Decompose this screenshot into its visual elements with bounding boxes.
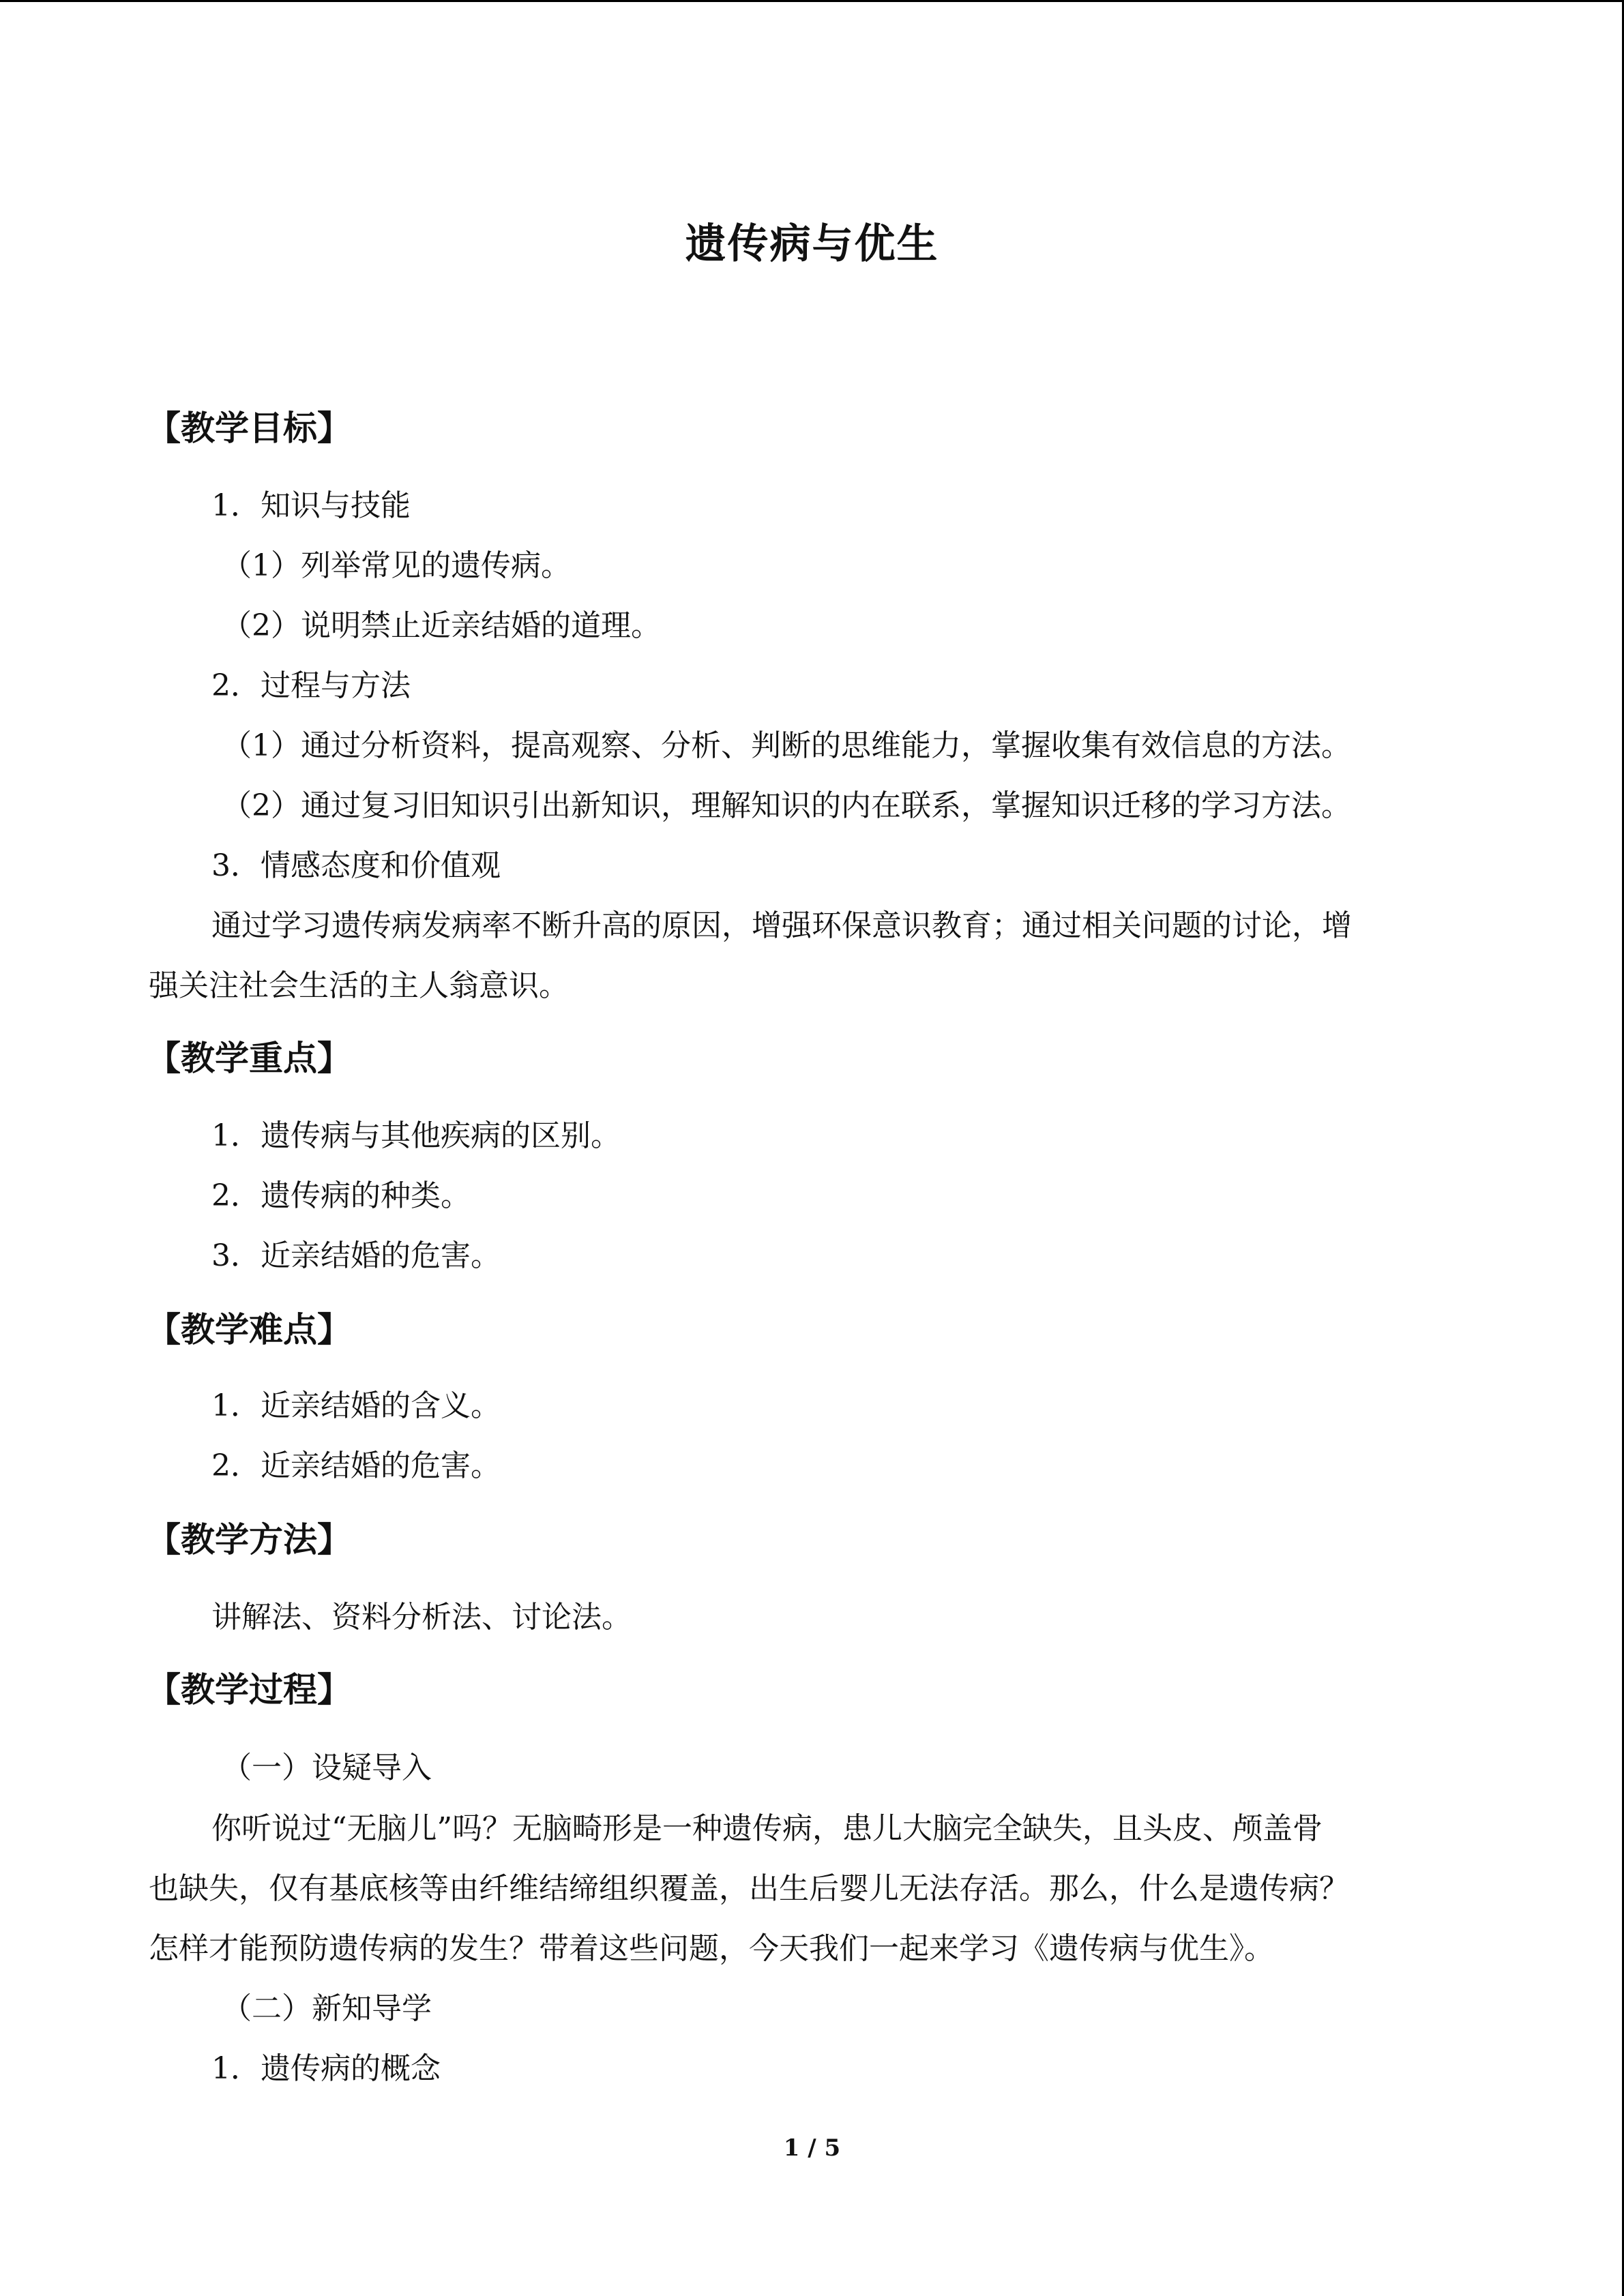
section-heading-difficulties: 【教学难点】: [147, 1309, 351, 1350]
objective-item-3-paragraph-line-2: 强关注社会生活的主人翁意识。: [149, 968, 569, 1003]
objective-item-3: 3．情感态度和价值观: [211, 848, 501, 883]
objective-item-1-sub-2: （2）说明禁止近亲结婚的道理。: [222, 608, 661, 643]
process-part-1-title: （一）设疑导入: [222, 1750, 432, 1785]
process-part-1-line-2: 也缺失，仅有基底核等由纤维结缔组织覆盖，出生后婴儿无法存活。那么，什么是遗传病？: [149, 1871, 1349, 1906]
objective-item-1-sub-1: （1）列举常见的遗传病。: [222, 548, 571, 583]
methods-text: 讲解法、资料分析法、讨论法。: [211, 1600, 632, 1635]
objective-item-2-sub-1: （1）通过分析资料，提高观察、分析、判断的思维能力，掌握收集有效信息的方法。: [222, 728, 1351, 763]
process-part-1-line-3: 怎样才能预防遗传病的发生？带着这些问题，今天我们一起来学习《遗传病与优生》。: [149, 1931, 1274, 1966]
difficulty-item-1: 1．近亲结婚的含义。: [211, 1388, 501, 1423]
section-heading-key-points: 【教学重点】: [147, 1038, 351, 1078]
document-title: 遗传病与优生: [685, 220, 939, 268]
objective-item-2: 2．过程与方法: [211, 668, 411, 703]
difficulty-item-2: 2．近亲结婚的危害。: [211, 1448, 501, 1483]
process-part-2-title: （二）新知导学: [222, 1991, 432, 2026]
key-point-item-1: 1．遗传病与其他疾病的区别。: [211, 1118, 621, 1153]
process-part-1-line-1: 你听说过“无脑儿”吗？无脑畸形是一种遗传病，患儿大脑完全缺失，且头皮、颅盖骨: [211, 1811, 1323, 1846]
page-border-top: [0, 0, 1624, 2]
key-point-item-2: 2．遗传病的种类。: [211, 1178, 471, 1213]
objective-item-3-paragraph-line-1: 通过学习遗传病发病率不断升高的原因，增强环保意识教育；通过相关问题的讨论，增: [211, 908, 1352, 943]
objective-item-1: 1．知识与技能: [211, 488, 411, 523]
section-heading-methods: 【教学方法】: [147, 1519, 351, 1560]
process-part-2-item-1: 1．遗传病的概念: [211, 2051, 441, 2086]
page-number: 1 / 5: [783, 2134, 841, 2162]
section-heading-process: 【教学过程】: [147, 1669, 351, 1710]
section-heading-objectives: 【教学目标】: [147, 408, 351, 448]
key-point-item-3: 3．近亲结婚的危害。: [211, 1238, 501, 1273]
objective-item-2-sub-2: （2）通过复习旧知识引出新知识，理解知识的内在联系，掌握知识迁移的学习方法。: [222, 788, 1351, 823]
